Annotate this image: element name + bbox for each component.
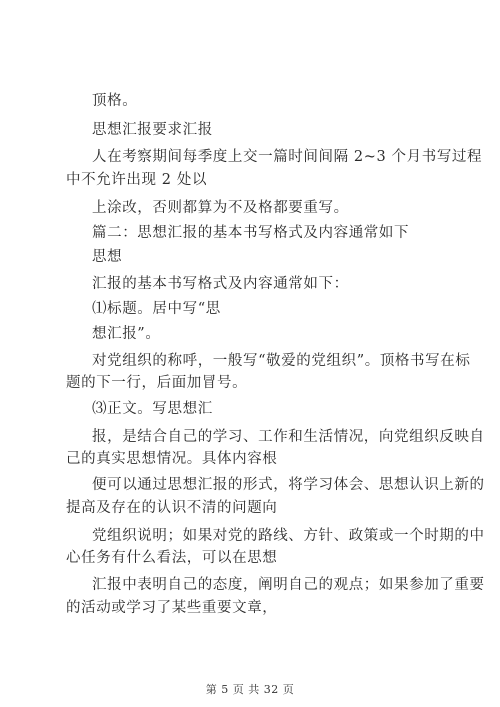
text-line: 党组织说明；如果对党的路线、方针、政策或一个时期的中: [92, 528, 485, 544]
text-line: 篇二：思想汇报的基本书写格式及内容通常如下: [92, 225, 410, 241]
text-line: 中不允许出现 2 处以: [66, 172, 208, 188]
text-line: 汇报中表明自己的态度，阐明自己的观点；如果参加了重要: [92, 577, 485, 593]
text-line: 的活动或学习了某些重要文章，: [66, 600, 278, 616]
text-line: 己的真实思想情况。具体内容根: [66, 451, 278, 467]
text-line: 提高及存在的认识不清的问题向: [66, 500, 278, 516]
text-line: 上涂改，否则都算为不及格都要重写。: [92, 200, 349, 216]
text-line: 顶格。: [92, 93, 138, 109]
page-number-footer: 第 5 页 共 32 页: [205, 683, 295, 696]
text-line: 题的下一行，后面加冒号。: [66, 375, 248, 391]
text-line: 思想汇报要求汇报: [92, 122, 213, 138]
text-line: 对党组织的称呼，一般写“敬爱的党组织”。顶格书写在标: [92, 353, 471, 369]
text-line: 人在考察期间每季度上交一篇时间间隔 2~3 个月书写过程: [92, 149, 483, 165]
text-line: 想汇报”。: [92, 326, 161, 342]
text-line: 便可以通过思想汇报的形式，将学习体会、思想认识上新的: [92, 477, 485, 493]
text-line: ⑶正文。写思想汇: [92, 401, 213, 417]
text-line: 汇报的基本书写格式及内容通常如下：: [92, 276, 349, 292]
text-line: 思想: [92, 249, 123, 265]
text-line: ⑴标题。居中写“思: [92, 301, 221, 317]
text-line: 心任务有什么看法，可以在思想: [66, 550, 278, 566]
text-line: 报，是结合自己的学习、工作和生活情况，向党组织反映自: [92, 429, 485, 445]
